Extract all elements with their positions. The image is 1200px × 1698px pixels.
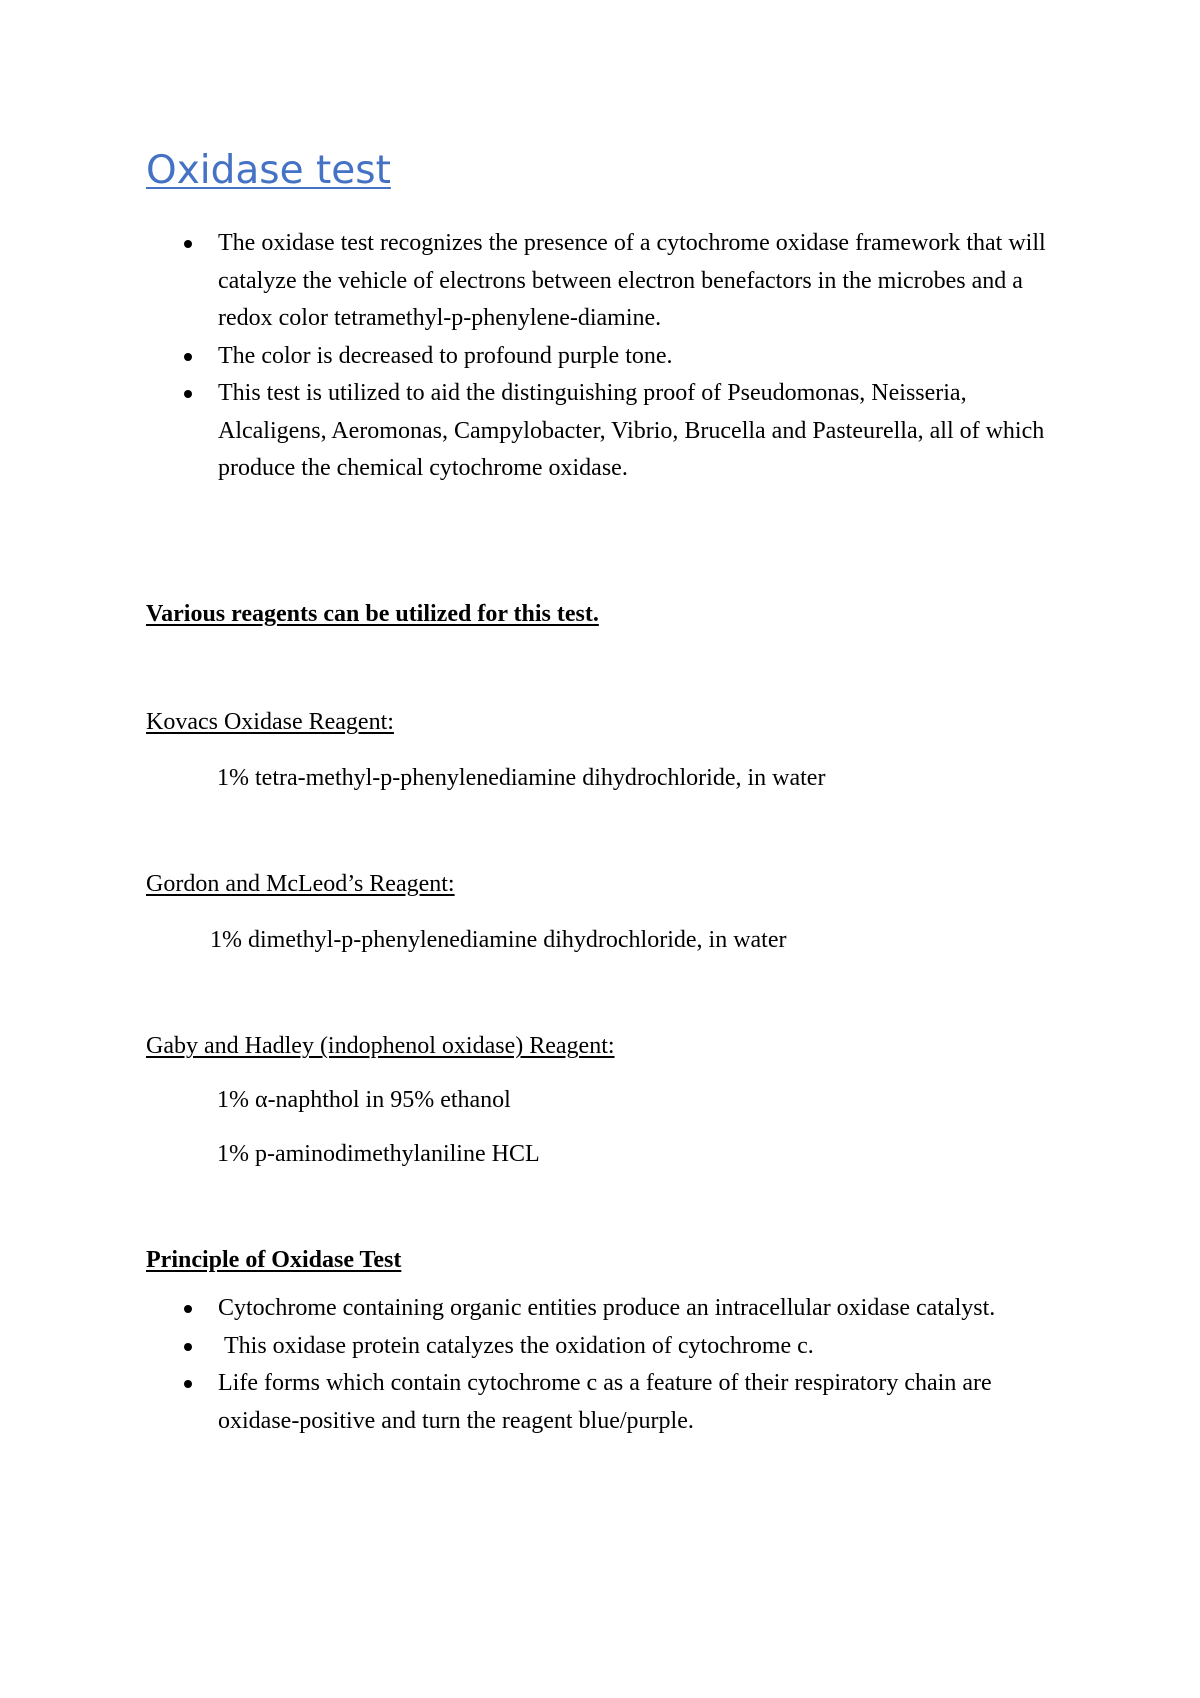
- gordon-reagent-heading: Gordon and McLeod’s Reagent:: [146, 871, 455, 897]
- gaby-reagent-heading: Gaby and Hadley (indophenol oxidase) Reagent:: [146, 1033, 615, 1059]
- gordon-reagent-formula: 1% dimethyl-p-phenylenediamine dihydrochloride, in water: [210, 927, 787, 953]
- list-item: [146, 225, 1046, 338]
- gaby-reagent-formula-2: 1% p-aminodimethylaniline HCL: [217, 1141, 540, 1167]
- kovacs-reagent-heading: Kovacs Oxidase Reagent:: [146, 709, 394, 735]
- list-item: [146, 1365, 1046, 1440]
- kovacs-reagent-formula: 1% tetra-methyl-p-phenylenediamine dihydrochloride, in water: [217, 765, 826, 791]
- bullet-icon: [184, 390, 192, 398]
- bullet-icon: [184, 1380, 192, 1388]
- gaby-reagent-formula-1: 1% α-naphthol in 95% ethanol: [217, 1087, 511, 1113]
- bullet-text: The oxidase test recognizes the presence of a cytochrome oxidase framework that will catalyze the vehicle of electrons between electron benefactors in the microbes and a redox color tetramethyl-p-phenylene-diamine.: [218, 230, 1046, 331]
- bullet-text: The color is decreased to profound purple tone.: [218, 342, 673, 369]
- bullet-icon: [184, 1343, 192, 1351]
- bullet-text: Life forms which contain cytochrome c as a feature of their respiratory chain are oxidase-positive and turn the reagent blue/purple.: [218, 1370, 992, 1434]
- list-item: [146, 1290, 1046, 1328]
- bullet-icon: [184, 1305, 192, 1313]
- bullet-icon: [184, 353, 192, 361]
- reagents-heading: Various reagents can be utilized for this test.: [146, 601, 599, 627]
- principle-bullet-list: [146, 1290, 1046, 1440]
- intro-bullet-list: [146, 225, 1046, 488]
- bullet-text: Cytochrome containing organic entities produce an intracellular oxidase catalyst.: [218, 1295, 996, 1321]
- page-title: Oxidase test: [146, 148, 391, 193]
- list-item: [146, 375, 1046, 488]
- bullet-text: This test is utilized to aid the distinguishing proof of Pseudomonas, Neisseria, Alcaligens, Aeromonas, Campylobacter, Vibrio, Brucella and Pasteurella, all of which produce the chemical cytochrome oxidase.: [218, 380, 1045, 481]
- list-item: [146, 338, 1046, 376]
- list-item: [146, 1328, 1046, 1366]
- bullet-icon: [184, 240, 192, 248]
- bullet-text: This oxidase protein catalyzes the oxidation of cytochrome c.: [218, 1332, 814, 1359]
- principle-heading: Principle of Oxidase Test: [146, 1247, 402, 1273]
